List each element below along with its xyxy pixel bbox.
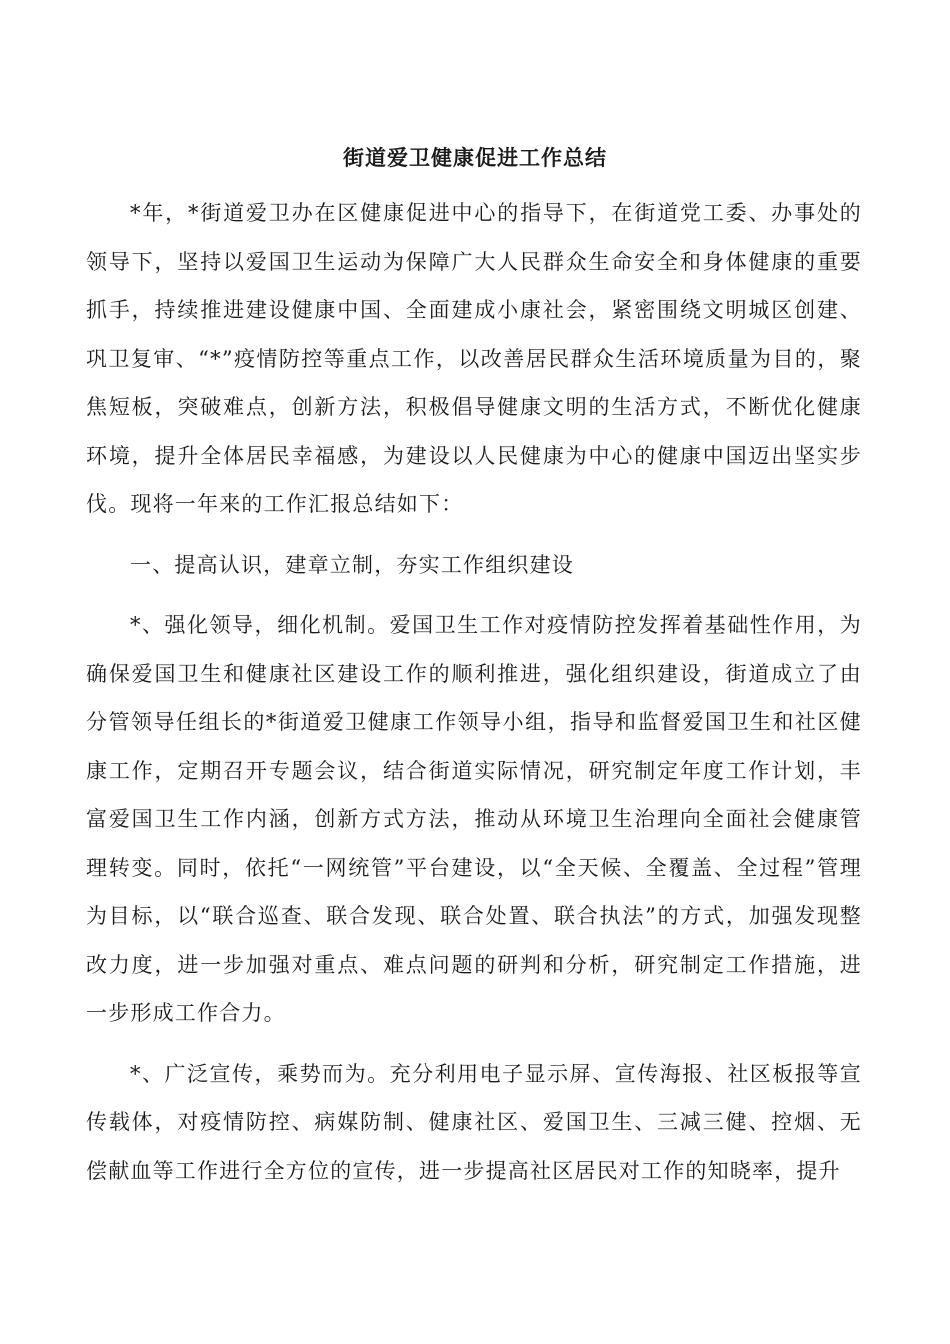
paragraph-leadership: *、强化领导，细化机制。爱国卫生工作对疫情防控发挥着基础性作用，为确保爱国卫生和健康社区建设工作的顺利推进，强化组织建设，街道成立了由分管领导任组长的*街道爱卫健康工作领导小组，指导和监督爱国卫生和社区健康工作，定期召开专题会议，结合街道实际情况，研究制定年度工作计划，丰富爱国卫生工作内涵，创新方式方法，推动从环境卫生治理向全面社会健康管理转变。同时，依托“一网统管”平台建设，以“全天候、全覆盖、全过程”管理为目标，以“联合巡查、联合发现、联合处置、联合执法”的方式，加强发现整改力度，进一步加强对重点、难点问题的研判和分析，研究制定工作措施，进一步形成工作合力。 bbox=[86, 613, 862, 1025]
paragraph-intro: *年，*街道爱卫办在区健康促进中心的指导下，在街道党工委、办事处的领导下，坚持以爱国卫生运动为保障广大人民群众生命安全和身体健康的重要抓手，持续推进建设健康中国、全面建成小康社会，紧密围绕文明城区创建、巩卫复审、“*”疫情防控等重点工作，以改善居民群众生活环境质量为目的，聚焦短板，突破难点，创新方法，积极倡导健康文明的生活方式，不断优化健康环境，提升全体居民幸福感，为建设以人民健康为中心的健康中国迈出坚实步伐。现将一年来的工作汇报总结如下： bbox=[86, 201, 862, 516]
document-title: 街道爱卫健康促进工作总结 bbox=[343, 145, 607, 170]
section-heading-1: 一、提高认识，建章立制，夯实工作组织建设 bbox=[130, 552, 574, 577]
paragraph-publicity: *、广泛宣传，乘势而为。充分利用电子显示屏、宣传海报、社区板报等宣传载体，对疫情防控、病媒防制、健康社区、爱国卫生、三减三健、控烟、无偿献血等工作进行全方位的宣传，进一步提高社区居民对工作的知晓率，提升 bbox=[86, 1061, 862, 1183]
document-body bbox=[86, 189, 862, 1207]
